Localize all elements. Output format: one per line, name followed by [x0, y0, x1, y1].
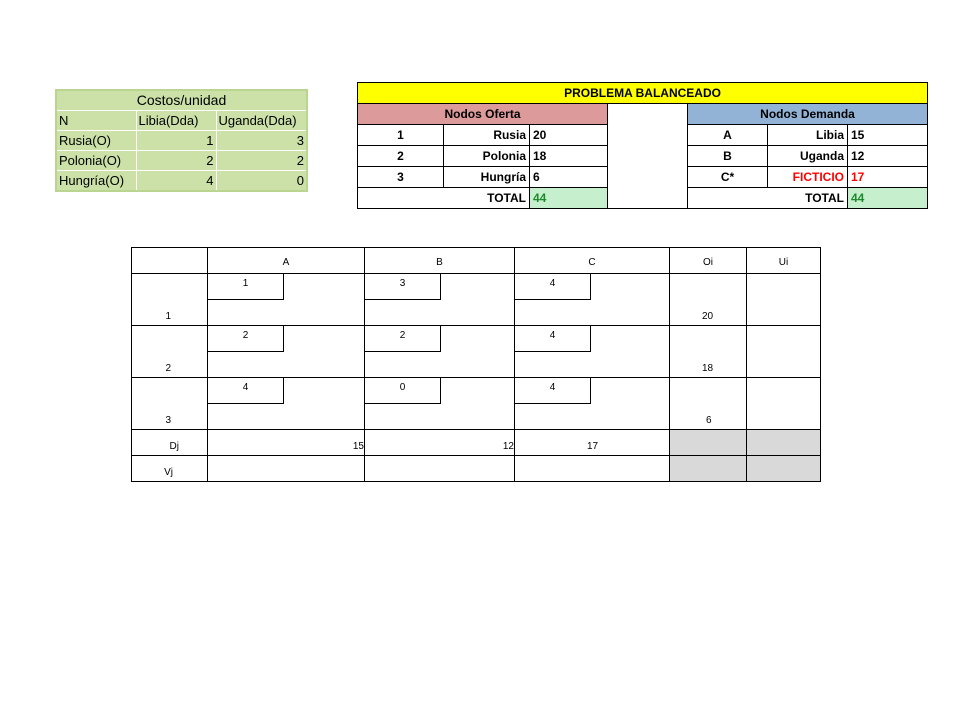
oferta-n: 3: [358, 167, 444, 188]
nodos-demanda-header: Nodos Demanda: [688, 104, 928, 125]
demanda-name-ficticio: FICTICIO: [768, 167, 848, 188]
gray-cell: [747, 456, 821, 482]
oi-value: 18: [670, 326, 747, 378]
costos-header-n: N: [56, 111, 136, 131]
gray-cell: [747, 430, 821, 456]
vj-row: [132, 456, 821, 482]
row-label: 3: [132, 378, 208, 430]
costos-cell: 2: [216, 151, 307, 171]
cost-box: 4: [208, 378, 284, 404]
cost-box: 4: [515, 378, 591, 404]
cost-box: 4: [515, 326, 591, 352]
vj-cell[interactable]: [208, 456, 365, 482]
dj-value: 12: [365, 430, 515, 456]
oferta-name: Hungría: [444, 167, 530, 188]
vj-cell[interactable]: [365, 456, 515, 482]
dj-label: Dj: [132, 430, 208, 456]
costos-unidad-table: [55, 89, 308, 192]
demanda-name: Uganda: [768, 146, 848, 167]
allocation-cell[interactable]: [515, 326, 670, 378]
transport-tableau: [131, 247, 821, 482]
allocation-cell[interactable]: [365, 274, 515, 326]
allocation-cell[interactable]: [515, 378, 670, 430]
oi-value: 20: [670, 274, 747, 326]
problema-balanceado-table: [357, 82, 928, 209]
oferta-value: 6: [530, 167, 608, 188]
demanda-value: 15: [848, 125, 928, 146]
oi-value: 6: [670, 378, 747, 430]
allocation-cell[interactable]: [515, 274, 670, 326]
gray-cell: [670, 430, 747, 456]
costos-row-label: Hungría(O): [56, 171, 136, 192]
demanda-n: B: [688, 146, 768, 167]
oferta-n: 2: [358, 146, 444, 167]
oferta-value: 20: [530, 125, 608, 146]
tableau-header-c: C: [515, 248, 670, 274]
demanda-name: Libia: [768, 125, 848, 146]
demanda-n: C*: [688, 167, 768, 188]
costos-row: [56, 151, 307, 171]
costos-cell: 2: [136, 151, 216, 171]
costos-row-label: Polonia(O): [56, 151, 136, 171]
dj-value: 15: [208, 430, 365, 456]
cost-box: 4: [515, 274, 591, 300]
cost-box: 2: [365, 326, 441, 352]
cost-box: 1: [208, 274, 284, 300]
costos-header-libia: Libia(Dda): [136, 111, 216, 131]
nodos-oferta-header: Nodos Oferta: [358, 104, 608, 125]
oferta-n: 1: [358, 125, 444, 146]
demanda-value: 12: [848, 146, 928, 167]
row-label: 2: [132, 326, 208, 378]
cost-box: 2: [208, 326, 284, 352]
row-label: 1: [132, 274, 208, 326]
dj-value: 17: [515, 430, 670, 456]
allocation-cell[interactable]: [208, 326, 365, 378]
separator-cell: [608, 104, 688, 209]
vj-label: Vj: [132, 456, 208, 482]
table-row: [132, 378, 821, 430]
cost-box: 3: [365, 274, 441, 300]
costos-cell: 4: [136, 171, 216, 192]
oferta-value: 18: [530, 146, 608, 167]
gray-cell: [670, 456, 747, 482]
tableau-header-oi: Oi: [670, 248, 747, 274]
total-oferta-label: TOTAL: [358, 188, 530, 209]
oferta-name: Rusia: [444, 125, 530, 146]
total-demanda-label: TOTAL: [688, 188, 848, 209]
allocation-cell[interactable]: [365, 378, 515, 430]
total-demanda-value: 44: [848, 188, 928, 209]
table-row: [132, 274, 821, 326]
allocation-cell[interactable]: [208, 378, 365, 430]
costos-header-uganda: Uganda(Dda): [216, 111, 307, 131]
costos-row-label: Rusia(O): [56, 131, 136, 151]
vj-cell[interactable]: [515, 456, 670, 482]
oferta-name: Polonia: [444, 146, 530, 167]
table-row: [132, 326, 821, 378]
allocation-cell[interactable]: [208, 274, 365, 326]
costos-cell: 0: [216, 171, 307, 192]
demanda-value-ficticio: 17: [848, 167, 928, 188]
cost-box: 0: [365, 378, 441, 404]
costos-cell: 3: [216, 131, 307, 151]
costos-row: [56, 131, 307, 151]
ui-cell[interactable]: [747, 378, 821, 430]
dj-row: [132, 430, 821, 456]
ui-cell[interactable]: [747, 274, 821, 326]
allocation-cell[interactable]: [365, 326, 515, 378]
total-oferta-value: 44: [530, 188, 608, 209]
demanda-n: A: [688, 125, 768, 146]
tableau-header-ui: Ui: [747, 248, 821, 274]
costos-row: [56, 171, 307, 192]
ui-cell[interactable]: [747, 326, 821, 378]
costos-title: Costos/unidad: [56, 90, 307, 111]
tableau-corner: [132, 248, 208, 274]
tableau-header-b: B: [365, 248, 515, 274]
problema-title: PROBLEMA BALANCEADO: [358, 83, 928, 104]
tableau-header-a: A: [208, 248, 365, 274]
costos-cell: 1: [136, 131, 216, 151]
